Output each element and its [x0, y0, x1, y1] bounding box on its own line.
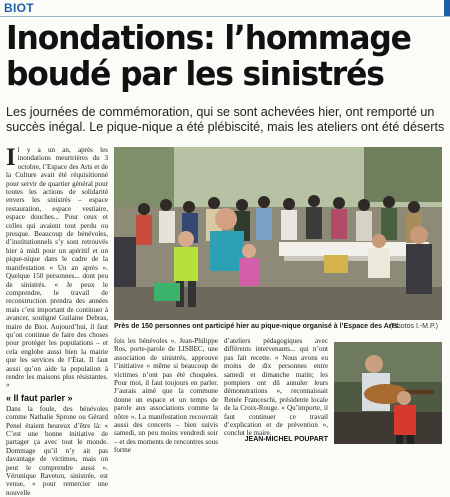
section-label: BIOT — [4, 1, 34, 15]
article-column-1 — [6, 146, 108, 497]
photo-caption — [114, 322, 442, 331]
page-edge-marker — [444, 0, 450, 16]
photo-credit: (Photos I.-M.P.) — [389, 323, 438, 330]
article-column-2: fois les bénévoles ». Jean-Philippe Ros, porte-parole de LISBEC, une association de sinistrés, approuve l’initiative « même si beaucoup de victimes n’ont pas été choquées. Pour moi, il faut toujours en parler. J’aurais aimé que la commune donne un espace et un temps de parole aux associations comme la nôtre ». La manifestation recouvrait aussi des concerts – bien suivis samedi, un peu moins vendredi soir – et des moments de rencontres sous forme — [114, 337, 218, 455]
column-1-paragraph-2: Dans la foule, des bénévoles comme Nathalie Sprone ou Gérard Penel étaient heureux d’être là: « C’est une bonne initiative de partager ça avec tout le monde. Dommage qu’il n’y ait pas davantage de victimes, mais on peut le comprendre aussi ». Véronique Raveton, sinistrée, est venue, « pour remercier une nouvelle — [6, 404, 108, 497]
section-header-bar — [0, 0, 450, 17]
crowd-picnic-photo — [114, 147, 442, 320]
guitarist-child-photo — [334, 342, 442, 444]
caption-text: Près de 150 personnes ont participé hier au pique-nique organisé à l’Espace des Arts. — [114, 323, 400, 330]
article-headline: Inondations: l’hommage boudé par les sinistrés — [6, 18, 411, 93]
article-lead: Les journées de commémoration, qui se sont achevées hier, ont remporté un succès inégal. Le pique-nique a été plébiscité, mais les ateliers ont été déserts — [6, 105, 445, 134]
column-1-paragraph-1: l y a un an, après les inondations meurtrières du 3 octobre, l’Espace des Arts et de la Culture avait été réquisitionné pour servir de quartier général pour toutes les actions de solidarité envers les sinistrés – espace restauration, espace vestiaire, espace douches... Pour ceux et celles qui avaient tout perdu ou presque. Beaucoup de bénévoles, d’institutionnels s’y sont retrouvés hier à midi pour un apéritif et un pique-nique dans le cadre de la manifestation « Un an après ». Quelque 150 personnes... dont peu de sinistrés. « Je peux le comprendre, le travail de reconstruction prendra des années mais c’est important de continuer à avancer, souligné Guilaine Debras, maire de Biot. Aujourd’hui, il faut qu’on continue de faire des choses pour protéger les populations – et cela englobe aussi bien la mairie que les services de l’État. Il faut aussi qu’on aide la population à rendre les maisons plus résistantes. » — [6, 146, 108, 390]
drop-cap: I — [6, 144, 16, 171]
article-column-3: d’ateliers pédagogiques avec différents intervenants... qui n’ont pas fait recette. « Nous avons eu moins de dix personnes entre samedi et dimanche matin; les pompiers ont dû annuler leurs démonstrations », reconnaissait Renée Franceschi, présidente locale de la Croix-Rouge. « Qu’importe, il faut continuer ce travail d’explication et de prévention », conclut le maire. — [224, 337, 328, 438]
article-subhead: « Il faut parler » — [6, 392, 73, 403]
article-byline: JEAN-MICHEL POUPART — [244, 436, 328, 443]
